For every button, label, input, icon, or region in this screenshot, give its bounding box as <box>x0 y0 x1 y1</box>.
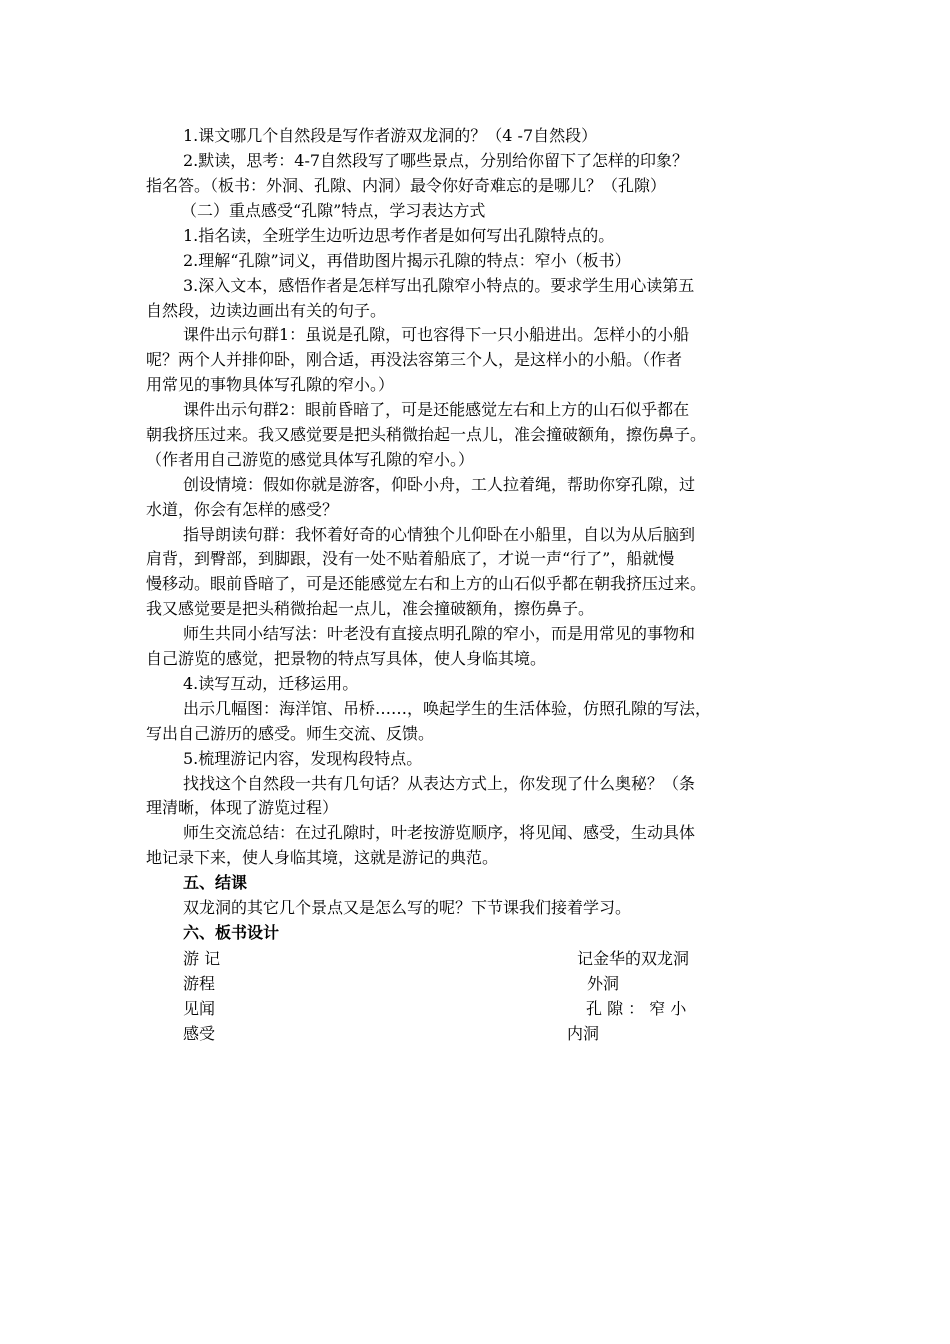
section-heading: 六、板书设计 <box>183 923 280 942</box>
text-line: 慢移动。眼前昏暗了，可是还能感觉左右和上方的山石似乎都在朝我挤压过来。 <box>146 574 707 593</box>
board-right-item: 内洞 <box>567 1024 600 1043</box>
section-heading: （二）重点感受“孔隙”特点，学习表达方式 <box>181 201 486 220</box>
text-line: 师生交流总结：在过孔隙时，叶老按游览顺序，将见闻、感受，生动具体 <box>183 823 696 842</box>
board-right-item: 记金华的双龙洞 <box>577 949 690 968</box>
text-line: 2.理解“孔隙”词义，再借助图片揭示孔隙的特点：窄小（板书） <box>183 251 631 270</box>
text-line: 2.默读，思考：4-7自然段写了哪些景点，分别给你留下了怎样的印象？ <box>183 151 689 170</box>
text-line: 1.课文哪几个自然段是写作者游双龙洞的？（4 -7自然段） <box>183 126 598 145</box>
text-line: 5.梳理游记内容，发现构段特点。 <box>183 749 423 768</box>
board-left-item: 感受 <box>183 1024 216 1043</box>
text-line: 肩背，到臀部，到脚跟，没有一处不贴着船底了，才说一声“行了”，船就慢 <box>146 549 675 568</box>
board-right-item: 外洞 <box>587 974 620 993</box>
text-line: 我又感觉要是把头稍微抬起一点儿，准会撞破额角，擦伤鼻子。 <box>146 599 595 618</box>
text-line: 写出自己游历的感受。师生交流、反馈。 <box>146 724 435 743</box>
text-line: 课件出示句群2：眼前昏暗了，可是还能感觉左右和上方的山石似乎都在 <box>183 400 690 419</box>
board-left-item: 游 记 <box>183 949 221 968</box>
text-line: 指名答。（板书：外洞、孔隙、内洞）最令你好奇难忘的是哪儿？（孔隙） <box>146 176 667 195</box>
text-line: 双龙洞的其它几个景点又是怎么写的呢？下节课我们接着学习。 <box>183 898 632 917</box>
board-left-item: 游程 <box>183 974 216 993</box>
text-line: 用常见的事物具体写孔隙的窄小。） <box>146 375 395 394</box>
text-line: 地记录下来，使人身临其境，这就是游记的典范。 <box>146 848 499 867</box>
board-left-item: 见闻 <box>183 999 216 1018</box>
board-right-item: 孔 隙 ： 窄 小 <box>586 999 687 1018</box>
text-line: 指导朗读句群：我怀着好奇的心情独个儿仰卧在小船里，自以为从后脑到 <box>183 525 696 544</box>
text-line: 朝我挤压过来。我又感觉要是把头稍微抬起一点儿，准会撞破额角，擦伤鼻子。 <box>146 425 707 444</box>
text-line: 找找这个自然段一共有几句话？从表达方式上，你发现了什么奥秘？（条 <box>183 774 696 793</box>
text-line: 创设情境：假如你就是游客，仰卧小舟，工人拉着绳，帮助你穿孔隙，过 <box>183 475 696 494</box>
text-line: 水道，你会有怎样的感受？ <box>146 500 339 519</box>
text-line: 1.指名读，全班学生边听边思考作者是如何写出孔隙特点的。 <box>183 226 615 245</box>
text-line: 呢？两个人并排仰卧，刚合适，再没法容第三个人，是这样小的小船。（作者 <box>146 350 683 369</box>
text-line: 理清晰，体现了游览过程） <box>146 798 339 817</box>
text-line: 课件出示句群1：虽说是孔隙，可也容得下一只小船进出。怎样小的小船 <box>183 325 690 344</box>
text-line: 3.深入文本，感悟作者是怎样写出孔隙窄小特点的。要求学生用心读第五 <box>183 276 695 295</box>
text-line: 自然段，边读边画出有关的句子。 <box>146 301 387 320</box>
text-line: （作者用自己游览的感觉具体写孔隙的窄小。） <box>146 450 475 469</box>
section-heading: 五、结课 <box>183 873 248 892</box>
text-line: 出示几幅图：海洋馆、吊桥……，唤起学生的生活体验，仿照孔隙的写法， <box>183 699 712 718</box>
text-line: 自己游览的感觉，把景物的特点写具体，使人身临其境。 <box>146 649 547 668</box>
text-line: 4.读写互动，迁移运用。 <box>183 674 359 693</box>
text-line: 师生共同小结写法：叶老没有直接点明孔隙的窄小，而是用常见的事物和 <box>183 624 696 643</box>
